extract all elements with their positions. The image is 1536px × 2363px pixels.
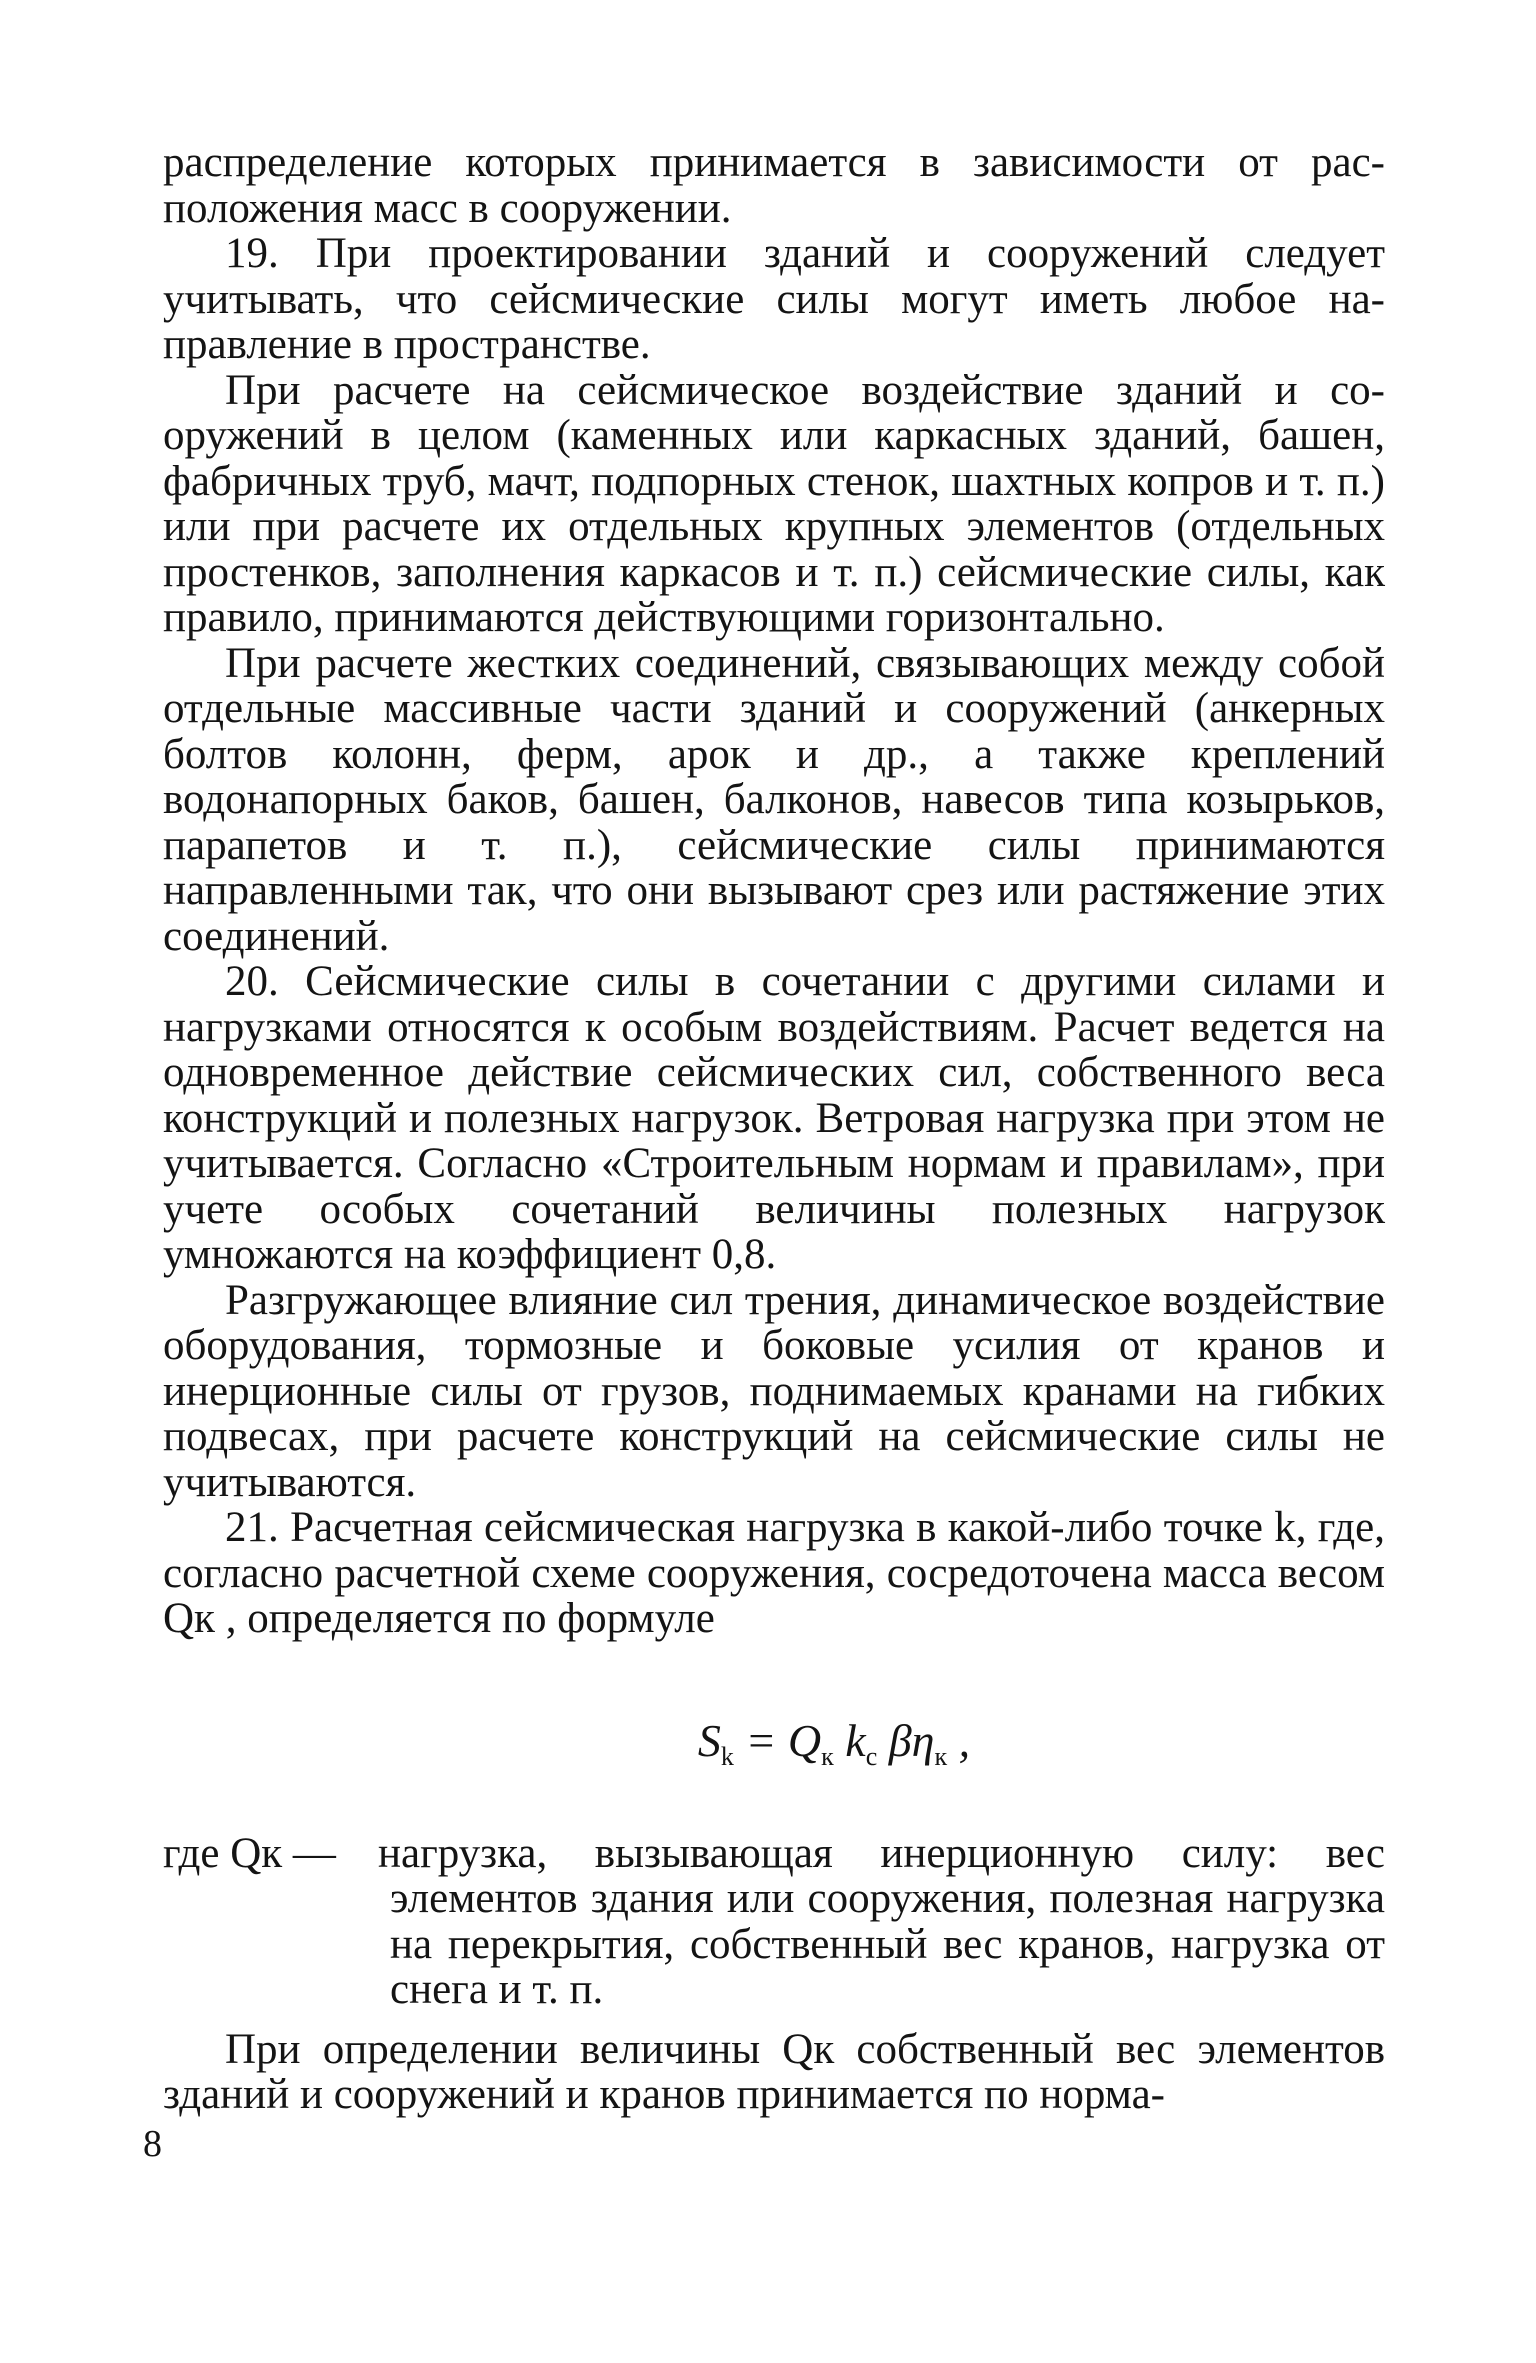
paragraph-item-21: 21. Расчетная сейсмическая нагрузка в какой-либо точке k, где, согласно расчетной схеме сооружения, сосредоточена масса весом Qк , определяется по формуле [163, 1504, 1385, 1642]
paragraph-item-19: 19. При проектировании зданий и сооружений следует учитывать, что сейсмические силы могут иметь любое направление в пространстве. [163, 230, 1385, 368]
definition-block [163, 1831, 1385, 2013]
paragraph-item-20: 20. Сейсмические силы в сочетании с другими силами и нагрузками относятся к особым воздействиям. Расчет ведется на одновременное действие сейсмических сил, собственного веса конструкций и полезных нагрузок. Ветровая нагрузка при этом не учитывается. Согласно «Строительным нормам и правилам», при учете особых сочетаний величины полезных нагрузок умножаются на коэффициент 0,8. [163, 958, 1385, 1278]
definition-text: нагрузка, вызывающая инерционную силу: вес элементов здания или сооружения, полезная нагрузка на перекрытия, собственный вес кранов, нагрузка от снега и т. п. [378, 1829, 1385, 2013]
formula-k: k [833, 1714, 866, 1766]
formula-eta-sub: к [934, 1741, 948, 1771]
definition-label: где Qк — [163, 1829, 336, 1877]
formula-trail: , [947, 1714, 971, 1766]
formula-lhs-sub: k [720, 1741, 734, 1771]
page-body [163, 140, 1385, 2118]
formula-beta-eta: βη [877, 1714, 935, 1766]
formula-equals: = [733, 1714, 788, 1766]
paragraph-rigid-connections: При расчете жестких соединений, связывающих между собой отдельные массивные части зданий и сооружений (анкерных болтов колонн, ферм, арок и др., а также креплений водонапорных баков, башен, балконов, навесов типа козырьков, парапетов и т. п.), сейсмические силы принимаются направленными так, что они вызывают срез или растяжение этих соединений. [163, 639, 1385, 960]
paragraph-horizontal-forces: При расчете на сейсмическое воздействие зданий и сооружений в целом (каменных или каркасных зданий, башен, фабричных труб, мачт, подпорных стенок, шахтных копров и т. п.) или при расчете их отдельных крупных элементов (отдельных простенков, заполнения каркасов и т. п.) сейсмические силы, как правило, принимаются действующими горизонтально. [163, 366, 1385, 641]
paragraph-continuation: распределение которых принимается в зависимости от расположения масс в сооружении. [163, 139, 1385, 232]
paragraph-unloading-influence: Разгружающее влияние сил трения, динамическое воздействие оборудования, тормозные и боковые усилия от кранов и инерционные силы от грузов, поднимаемых кранами на гибких подвесах, при расчете конструкций на сейсмические силы не учитываются. [163, 1276, 1385, 1506]
formula-q: Q [787, 1714, 822, 1766]
formula-q-sub: к [821, 1741, 834, 1771]
page-number: 8 [143, 2123, 162, 2165]
formula-lhs: S [697, 1714, 721, 1766]
paragraph-determination: При определении величины Qк собственный вес элементов зданий и сооружений и кранов принимается по норма- [163, 2025, 1385, 2118]
formula [163, 1715, 1385, 1783]
formula-k-sub: c [865, 1741, 878, 1771]
